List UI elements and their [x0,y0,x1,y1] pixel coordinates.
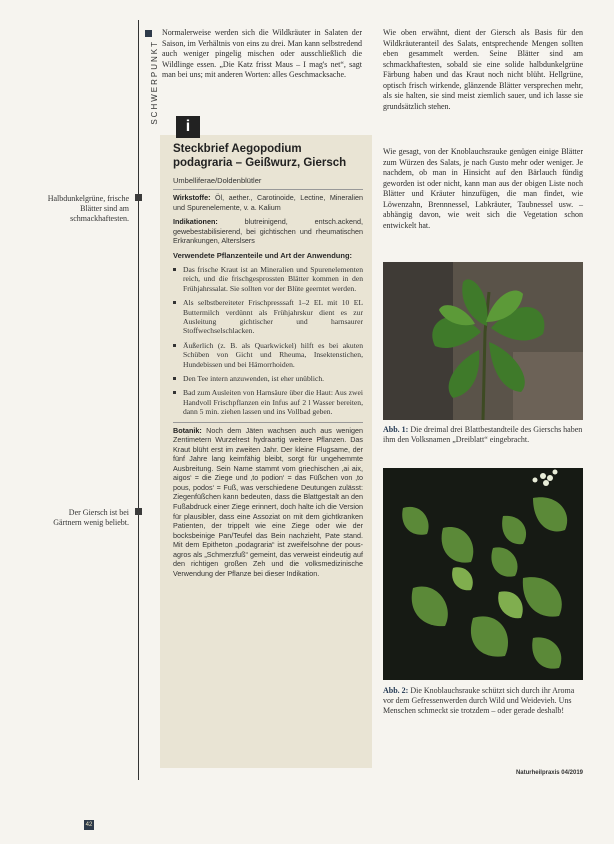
botanik-text: Noch dem Jäten wachsen auch aus wenigen Zentimetern Wurzelrest hydraartig weitere Pflanzen. Das Kraut blüht erst im zweiten Jahr. Der kleine Flugsame, der fünf Jahre lang keimfähig bleibt, sorgt für ungehemmte Ausbreitung. Sein Name stammt vom griechischen ‚ai aix, aigos‘ = die Ziege und ‚to podion‘ = das Füßchen von ‚to pous, podos‘ = Fuß, was verschiedene Deutungen zulässt: Ziegenfüßchen kann bedeuten, dass die Blattgestalt an den Fußabdruck einer Ziege erinnert, doch halte ich die Version für plausibler, dass eine Assoziat on mit dem gichtkranken Patienten, der trippelt wie eine Ziege oder wie der bocksbeinige Pan/Teufel das Bein nachzieht, Pate stand. Mit dem Epitheton „podagraria“ ist zweifelsohne der pous-agros als „Schmerzfuß“ gemeint, das verweist eindeutig auf den richtigen großen Zeh und die volksmedizinische Verwendung der Pflanze bei dieser Indikation. [173,425,363,578]
wirkstoffe [173,193,363,212]
list-item: Den Tee intern anzuwenden, ist eher unüblich. [173,374,363,383]
indikationen-label: Indikationen: [173,217,218,227]
indikationen [173,217,363,246]
caption-label: Abb. 1: [383,425,409,434]
section-kicker: SCHWERPUNKT [150,40,159,125]
list-item: Als selbstbereiteter Frischpresssaft 1–2 EL mit 10 EL Buttermilch verdünnt als Frühjahrskur dient es zur Ausleitung gichtischer und harnsaurer Stoffwechselschlacken. [173,298,363,336]
wirkstoffe-text: Öl, aether., Carotinoide, Lectine, Mineralien und Spurenelemente, v. a. Kalium [173,193,363,212]
usage-heading: Verwendete Pflanzenteile und Art der Anwendung: [173,250,353,260]
intro-paragraph: Normalerweise werden sich die Wildkräuter in Salaten der Saison, im Verhältnis von eins zu drei. Man kann selbstredend auch weniger pingelig mischen oder ausschließlich die Wildlinge essen. „Die Katz frisst Maus – I mag's net“, sagt man bei uns; mit anderen Worten: alles Geschmacksache. [162,28,362,79]
botanik [173,426,363,579]
indikationen-text: blutreinigend, entsch.ackend, gewebestabilisierend, bei gichtischen und rheumatischen Erkrankungen, Alterslsers [173,217,363,246]
divider [173,422,363,423]
knoblauchsrauke-photo [383,468,583,680]
caption-label: Abb. 2: [383,686,409,695]
figure-caption [383,686,583,716]
info-box [160,135,372,768]
section-marker [145,30,152,37]
column-divider [138,20,139,780]
plant-family: Umbelliferae/Doldenblütler [173,176,262,185]
list-item: Das frische Kraut ist an Mineralien und Spurenelementen reich, und die frischgesprossten Blätter kommen in den Frühjahrssalat. Sie sollten vor der Blüte geerntet werden. [173,265,363,293]
body-paragraph: Wie gesagt, von der Knoblauchsrauke genügen einige Blätter zum Würzen des Salats, je nach Gusto mehr oder weniger. Je nachdem, ob man in Hinsicht auf den Bärlauch fündig geworden ist oder nicht, kann man aus der obigen Liste noch Blätter und Kräuter hinzufügen, die man findet, wie Löwenzahn, Brennnessel, Labkräuter, Taubnessel usw. – abhängig davon, wie weit sich die Vegetation schon entwickelt hat. [383,147,583,230]
caption-text: Die dreimal drei Blattbestandteile des Gierschs haben ihm den Volksnamen „Dreiblatt“ eingebracht. [383,425,583,444]
list-item: Äußerlich (z. B. als Quarkwickel) hilft es bei akuten Schüben von Gicht und Rheuma, Insektenstichen, Hundebissen und bei Hämorrhoiden. [173,341,363,369]
footer-issue: Naturheilpraxis 04/2019 [515,770,583,776]
page-number: 42 [85,822,93,828]
divider [173,189,363,190]
giersch-photo [383,262,583,420]
botanik-label: Botanik: [173,425,202,435]
body-paragraph: Wie oben erwähnt, dient der Giersch als Basis für den Wildkräuteranteil des Salats, entsprechende Mengen sollten eben gesammelt werden. Seine Blätter sind am schmackhaftesten, sobald sie eine solide halbdunkelgrüne Färbung haben und das Kraut noch nicht blüht. Hellgrüne, optisch frisch wirkende, glänzende Blätter versprechen mehr, als sie halten, sie sind meist ziemlich sauer, und ich lasse sie grundsätzlich stehen. [383,28,583,111]
margin-note: Der Giersch ist bei Gärtnern wenig beliebt. [53,508,129,527]
figure-caption [383,425,583,445]
margin-note: Halbdunkelgrüne, frische Blätter sind am schmackhaftesten. [47,194,129,223]
margin-note-marker [135,508,142,515]
info-icon: i [176,116,200,138]
list-item: Bad zum Ausleiten von Harnsäure über die Haut: Aus zwei Handvoll Frischpflanzen ein Infus auf 2 l Wasser bereiten, dann 5 min. ziehen lassen und ins Vollbad geben. [173,388,363,416]
wirkstoffe-label: Wirkstoffe: [173,193,211,202]
usage-list [173,265,363,417]
caption-text: Die Knoblauchsrauke schützt sich durch ihr Aroma vor dem Gefressenwerden durch Wild und Weidevieh. Uns Menschen schmeckt sie trotzdem – oder gerade deshalb! [383,686,575,715]
info-box-title: Steckbrief Aegopodium podagraria – Geißwurz, Giersch [173,143,347,169]
margin-note-marker [135,194,142,201]
